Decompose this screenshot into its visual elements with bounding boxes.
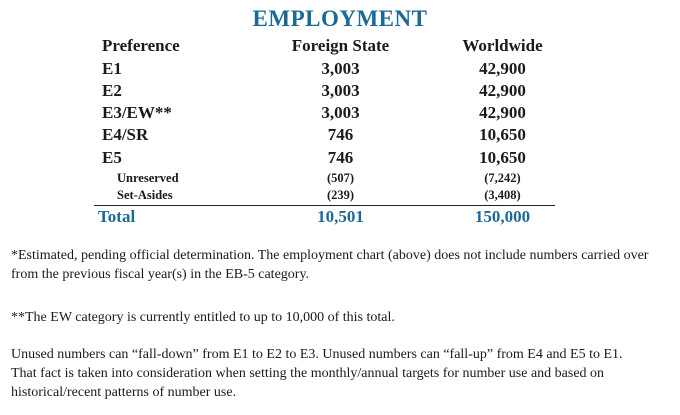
row-preference: E5 <box>102 148 122 167</box>
footnote-estimated: *Estimated, pending official determination. The employment chart (above) does not include numbers carried over from the previous fiscal year(s) in the EB-5 category. <box>11 248 649 282</box>
row-foreign-state: 3,003 <box>321 81 360 100</box>
row-worldwide: (7,242) <box>484 171 521 185</box>
row-worldwide: (3,408) <box>484 188 521 202</box>
page-title: EMPLOYMENT <box>252 6 428 31</box>
header-worldwide: Worldwide <box>462 36 543 55</box>
table-row <box>0 103 680 125</box>
row-worldwide: 10,650 <box>479 125 526 144</box>
header-preference: Preference <box>102 36 180 55</box>
header-foreign-state: Foreign State <box>291 36 390 55</box>
row-preference: E2 <box>102 81 122 100</box>
table-total-row <box>0 207 680 229</box>
row-preference: Unreserved <box>117 171 179 185</box>
row-foreign-state: 746 <box>327 125 354 144</box>
footnote-ew-category: **The EW category is currently entitled to up to 10,000 of this total. <box>11 310 395 325</box>
table-row <box>0 148 680 170</box>
row-worldwide: 42,900 <box>479 59 526 78</box>
row-worldwide: 10,650 <box>479 148 526 167</box>
row-preference: Set-Asides <box>117 188 173 202</box>
table-row <box>0 59 680 81</box>
row-foreign-state: 3,003 <box>321 103 360 122</box>
row-foreign-state: (239) <box>326 188 355 202</box>
row-foreign-state: 746 <box>327 148 354 167</box>
row-preference: E3/EW** <box>102 103 172 122</box>
row-worldwide: 42,900 <box>479 103 526 122</box>
row-preference: E1 <box>102 59 122 78</box>
footnote-unused-numbers: Unused numbers can “fall-down” from E1 to E2 to E3. Unused numbers can “fall-up” from E4 and E5 to E1. That fact is taken into consideration when setting the monthly/annual targets for number use and based on historical/recent patterns of number use. <box>11 347 623 400</box>
row-foreign-state: (507) <box>326 171 355 185</box>
total-divider <box>94 205 555 206</box>
table-row <box>0 125 680 147</box>
row-worldwide: 42,900 <box>479 81 526 100</box>
table-header-row <box>0 36 680 58</box>
total-label: Total <box>98 207 136 226</box>
total-foreign-state: 10,501 <box>317 207 364 226</box>
total-worldwide: 150,000 <box>474 207 531 226</box>
row-preference: E4/SR <box>102 125 149 144</box>
row-foreign-state: 3,003 <box>321 59 360 78</box>
table-row <box>0 81 680 103</box>
